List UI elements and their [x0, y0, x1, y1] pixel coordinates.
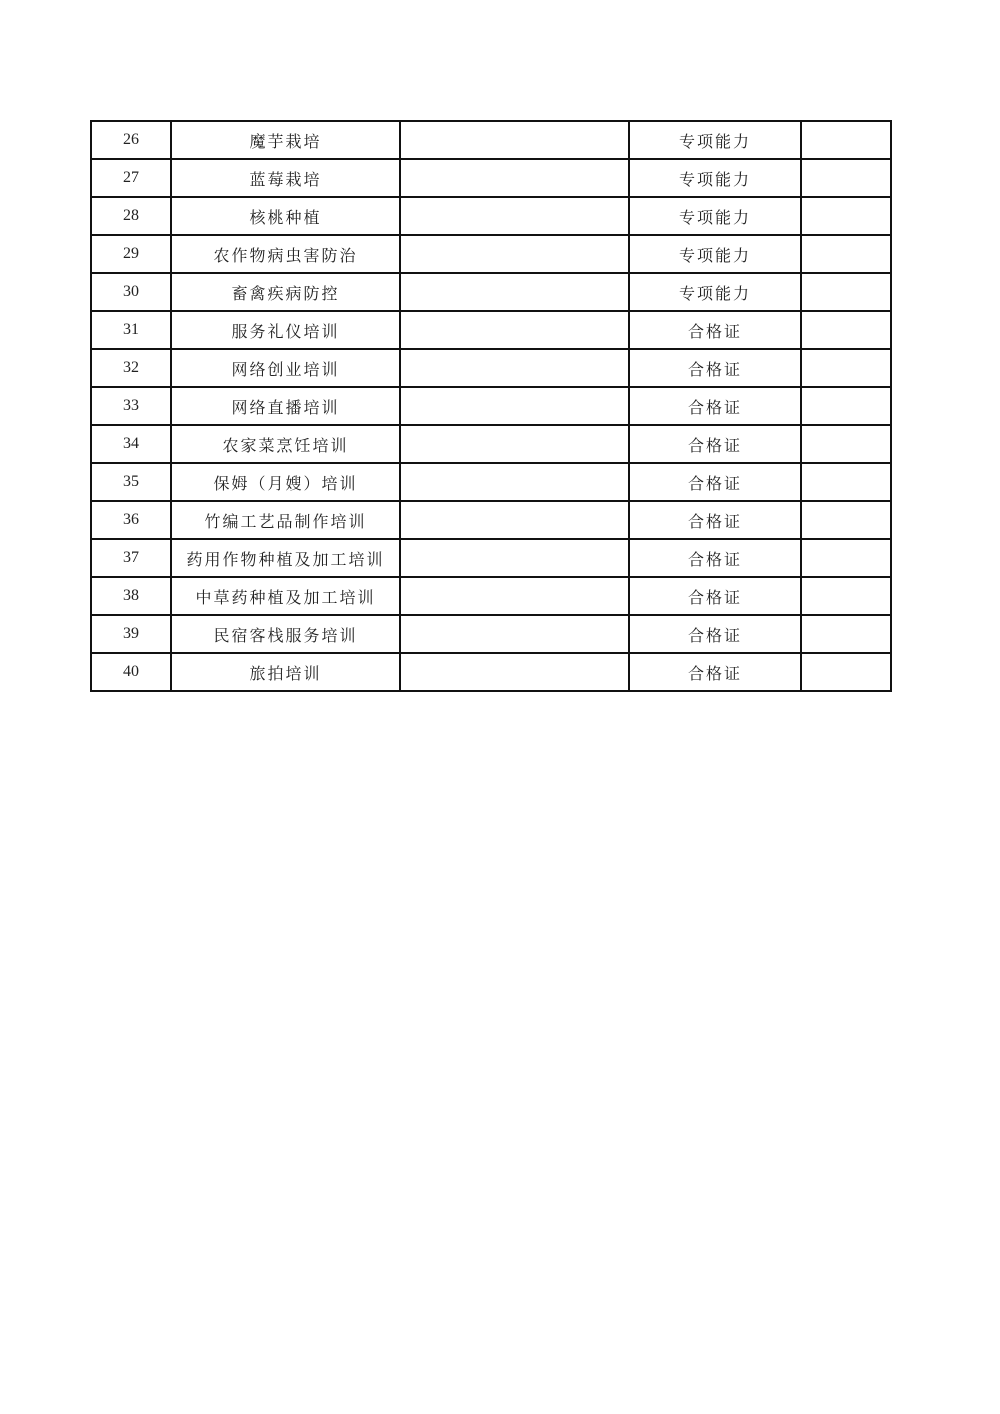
- table-row: [91, 159, 891, 197]
- training-table-wrapper: [90, 120, 890, 692]
- blank-cell: [400, 121, 629, 159]
- row-number: 32: [91, 349, 171, 387]
- training-name: 旅拍培训: [171, 653, 400, 691]
- blank-cell: [400, 387, 629, 425]
- training-name: 魔芋栽培: [171, 121, 400, 159]
- training-name: 核桃种植: [171, 197, 400, 235]
- training-name: 中草药种植及加工培训: [171, 577, 400, 615]
- training-name: 民宿客栈服务培训: [171, 615, 400, 653]
- training-name: 网络创业培训: [171, 349, 400, 387]
- table-row: [91, 121, 891, 159]
- blank-cell: [400, 501, 629, 539]
- row-number: 31: [91, 311, 171, 349]
- training-table: [90, 120, 892, 692]
- blank-cell: [801, 273, 891, 311]
- blank-cell: [400, 197, 629, 235]
- certificate-type: 合格证: [629, 387, 801, 425]
- row-number: 39: [91, 615, 171, 653]
- row-number: 38: [91, 577, 171, 615]
- table-row: [91, 577, 891, 615]
- certificate-type: 专项能力: [629, 159, 801, 197]
- row-number: 40: [91, 653, 171, 691]
- table-row: [91, 501, 891, 539]
- blank-cell: [801, 387, 891, 425]
- blank-cell: [400, 577, 629, 615]
- blank-cell: [801, 121, 891, 159]
- row-number: 37: [91, 539, 171, 577]
- training-name: 保姆（月嫂）培训: [171, 463, 400, 501]
- blank-cell: [801, 311, 891, 349]
- blank-cell: [400, 159, 629, 197]
- table-row: [91, 425, 891, 463]
- certificate-type: 专项能力: [629, 235, 801, 273]
- certificate-type: 专项能力: [629, 121, 801, 159]
- table-row: [91, 349, 891, 387]
- row-number: 29: [91, 235, 171, 273]
- certificate-type: 合格证: [629, 463, 801, 501]
- blank-cell: [400, 653, 629, 691]
- blank-cell: [801, 615, 891, 653]
- training-name: 药用作物种植及加工培训: [171, 539, 400, 577]
- table-row: [91, 463, 891, 501]
- blank-cell: [801, 501, 891, 539]
- blank-cell: [400, 463, 629, 501]
- table-row: [91, 273, 891, 311]
- table-row: [91, 197, 891, 235]
- row-number: 27: [91, 159, 171, 197]
- training-name: 农作物病虫害防治: [171, 235, 400, 273]
- blank-cell: [400, 615, 629, 653]
- training-name: 竹编工艺品制作培训: [171, 501, 400, 539]
- table-row: [91, 235, 891, 273]
- row-number: 28: [91, 197, 171, 235]
- certificate-type: 合格证: [629, 539, 801, 577]
- training-table-body: [91, 121, 891, 691]
- blank-cell: [400, 273, 629, 311]
- blank-cell: [400, 235, 629, 273]
- certificate-type: 合格证: [629, 501, 801, 539]
- certificate-type: 专项能力: [629, 197, 801, 235]
- table-row: [91, 615, 891, 653]
- row-number: 26: [91, 121, 171, 159]
- certificate-type: 合格证: [629, 425, 801, 463]
- row-number: 33: [91, 387, 171, 425]
- blank-cell: [801, 463, 891, 501]
- table-row: [91, 311, 891, 349]
- blank-cell: [801, 197, 891, 235]
- certificate-type: 合格证: [629, 653, 801, 691]
- training-name: 服务礼仪培训: [171, 311, 400, 349]
- training-name: 农家菜烹饪培训: [171, 425, 400, 463]
- certificate-type: 专项能力: [629, 273, 801, 311]
- blank-cell: [400, 311, 629, 349]
- blank-cell: [400, 539, 629, 577]
- certificate-type: 合格证: [629, 615, 801, 653]
- training-name: 畜禽疾病防控: [171, 273, 400, 311]
- certificate-type: 合格证: [629, 349, 801, 387]
- blank-cell: [801, 425, 891, 463]
- blank-cell: [400, 425, 629, 463]
- table-row: [91, 653, 891, 691]
- blank-cell: [400, 349, 629, 387]
- blank-cell: [801, 577, 891, 615]
- table-row: [91, 539, 891, 577]
- blank-cell: [801, 653, 891, 691]
- training-name: 蓝莓栽培: [171, 159, 400, 197]
- blank-cell: [801, 159, 891, 197]
- certificate-type: 合格证: [629, 311, 801, 349]
- table-row: [91, 387, 891, 425]
- blank-cell: [801, 235, 891, 273]
- row-number: 30: [91, 273, 171, 311]
- blank-cell: [801, 539, 891, 577]
- row-number: 36: [91, 501, 171, 539]
- row-number: 35: [91, 463, 171, 501]
- training-name: 网络直播培训: [171, 387, 400, 425]
- blank-cell: [801, 349, 891, 387]
- row-number: 34: [91, 425, 171, 463]
- certificate-type: 合格证: [629, 577, 801, 615]
